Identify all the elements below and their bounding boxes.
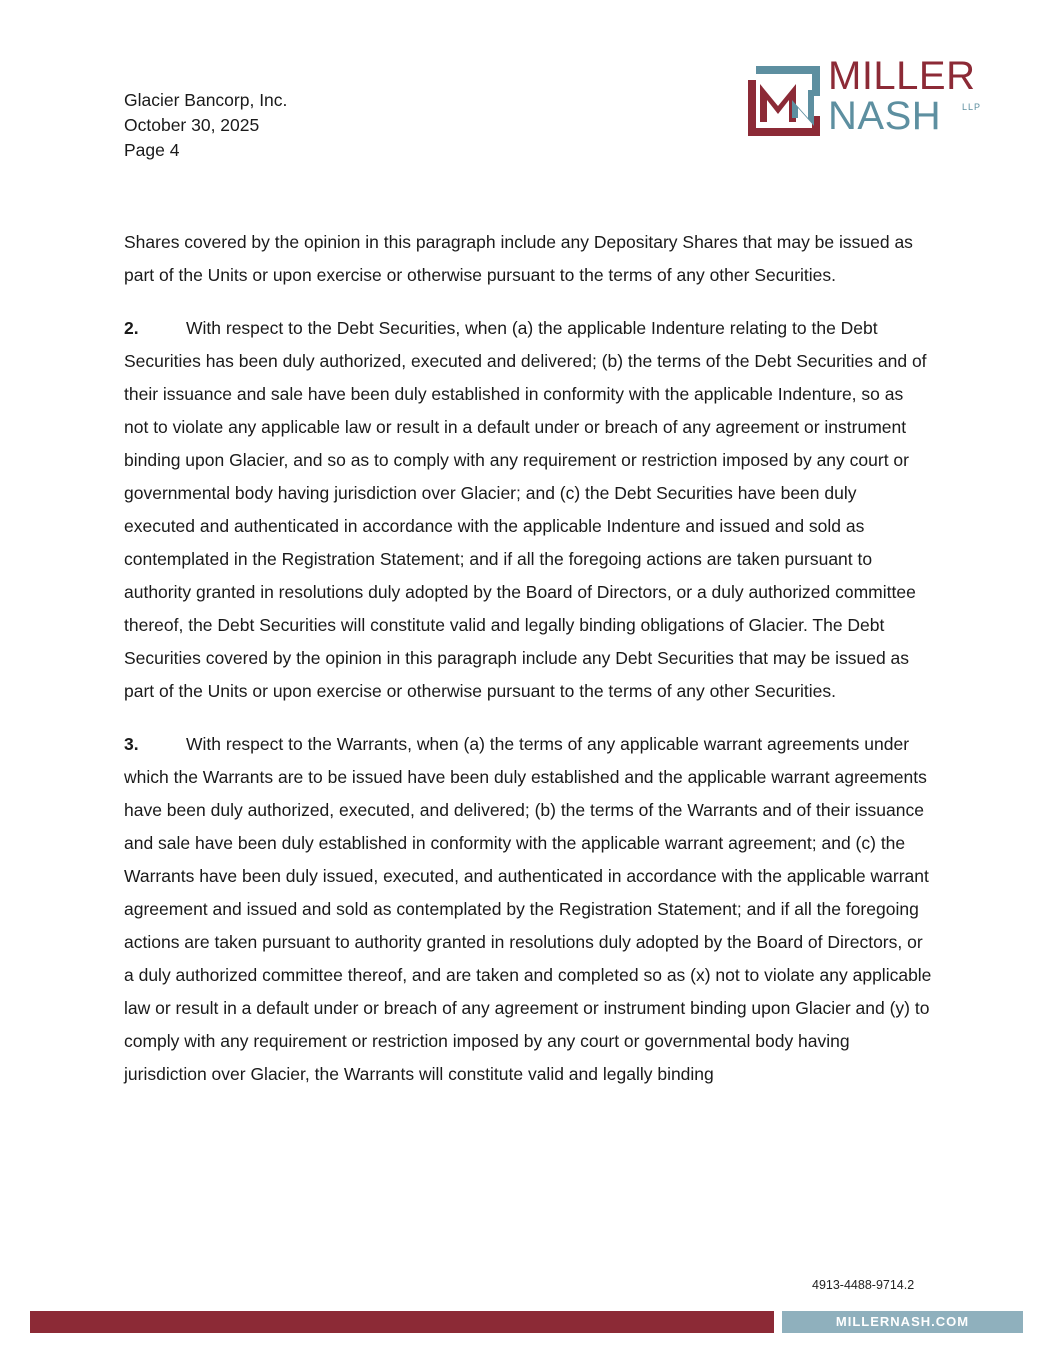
document-id: 4913-4488-9714.2 [812,1278,915,1292]
letter-header [124,88,287,163]
footer-bar-red [30,1311,774,1333]
footer-website: MILLERNASH.COM [782,1311,1023,1333]
paragraph-number: 2. [124,318,139,338]
letter-date: October 30, 2025 [124,115,260,135]
paragraph-warrants [124,728,932,1091]
page-number: Page 4 [124,140,180,160]
miller-nash-logo [744,54,994,140]
paragraph-debt-securities [124,312,932,708]
paragraph-continuation: Shares covered by the opinion in this paragraph include any Depositary Shares that may be issued as part of the Units or upon exercise or otherwise pursuant to the terms of any other Securities. [124,232,913,285]
paragraph-text: With respect to the Warrants, when (a) the terms of any applicable warrant agreements under which the Warrants are to be issued have been duly established and the applicable warrant agreements have been duly authorized, executed, and delivered; (b) the terms of the Warrants and of their issuance and sale have been duly established in conformity with the applicable warrant agreement; and (c) the Warrants have been duly issued, executed, and authenticated in accordance with the applicable warrant agreement and issued and sold as contemplated by the Registration Statement; and if all the foregoing actions are taken pursuant to authority granted in resolutions duly adopted by the Board of Directors, or a duly authorized committee thereof, and are taken and completed so as (x) not to violate any applicable law or result in a default under or breach of any agreement or instrument binding upon Glacier and (y) to comply with any requirement or restriction imposed by any court or governmental body having jurisdiction over Glacier, the Warrants will constitute valid and legally binding [124,734,932,1084]
paragraph-number: 3. [124,734,139,754]
recipient-company: Glacier Bancorp, Inc. [124,90,288,110]
logo-mark-icon [744,60,824,140]
logo-miller: MILLER [828,54,976,98]
paragraph-text: With respect to the Debt Securities, when (a) the applicable Indenture relating to the Debt Securities has been duly authorized, executed and delivered; (b) the terms of the Debt Securities and of their issuance and sale have been duly established in conformity with the applicable Indenture, so as not to violate any applicable law or result in a default under or breach of any agreement or instrument binding upon Glacier, and so as to comply with any requirement or restriction imposed by any court or governmental body having jurisdiction over Glacier; and (c) the Debt Securities have been duly executed and authenticated in accordance with the applicable Indenture and issued and sold as contemplated in the Registration Statement; and if all the foregoing actions are taken pursuant to authority granted in resolutions duly adopted by the Board of Directors, or a duly authorized committee thereof, the Debt Securities will constitute valid and legally binding obligations of Glacier. The Debt Securities covered by the opinion in this paragraph include any Debt Securities that may be issued as part of the Units or upon exercise or otherwise pursuant to the terms of any other Securities. [124,318,927,701]
logo-llp: LLP [962,102,982,112]
logo-nash: NASH [828,94,942,138]
letter-body [124,226,932,1111]
logo-wordmark [828,56,976,136]
